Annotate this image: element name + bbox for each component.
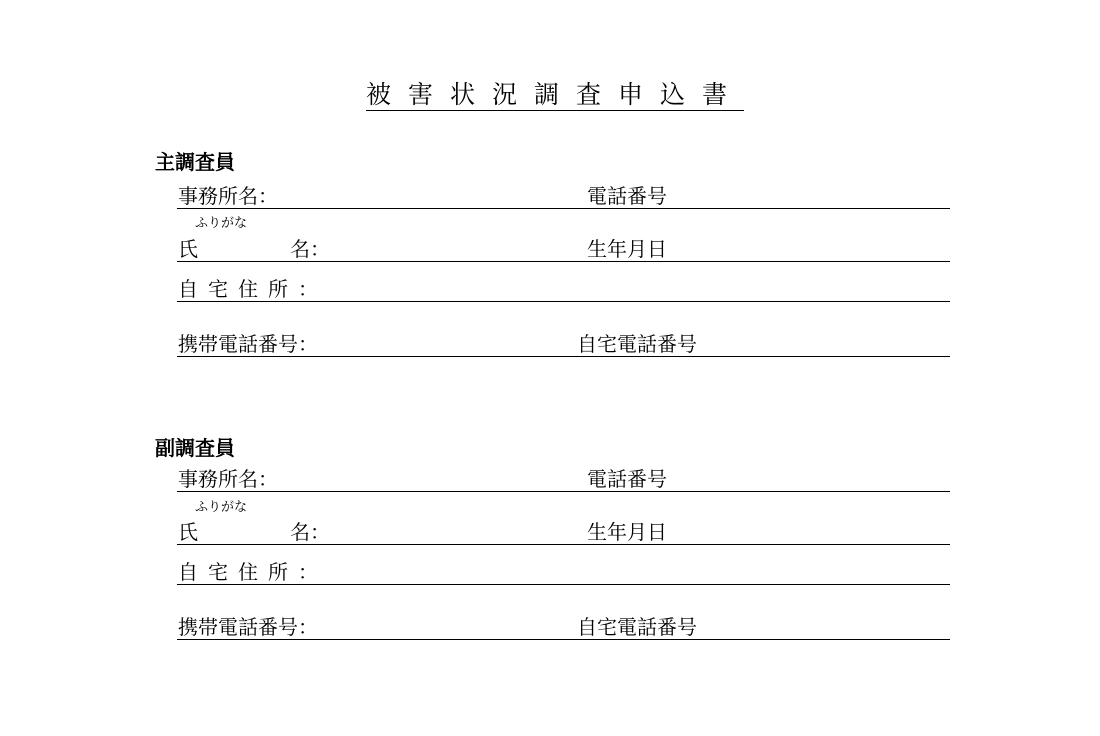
name-row[interactable] (177, 518, 950, 545)
name-label-second: 名： (290, 237, 330, 261)
address-label: 自宅住所： (178, 560, 328, 584)
address-row[interactable] (177, 275, 950, 302)
office-phone-label: 電話番号 (587, 467, 667, 491)
name-label-first: 氏 (178, 237, 198, 261)
birthdate-label: 生年月日 (587, 237, 667, 261)
name-row[interactable] (177, 235, 950, 262)
home-phone-label: 自宅電話番号 (577, 332, 697, 356)
furigana-label: ふりがな (195, 500, 248, 515)
document-title: 被害状況調査申込書 (366, 80, 745, 109)
name-label-second: 名： (290, 520, 330, 544)
furigana-label: ふりがな (195, 216, 248, 231)
mobile-row[interactable] (177, 613, 950, 640)
office-phone-label: 電話番号 (587, 184, 667, 208)
section-heading: 主調査員 (155, 150, 235, 174)
address-label: 自宅住所： (178, 277, 328, 301)
section-heading: 副調査員 (155, 436, 235, 460)
mobile-row[interactable] (177, 330, 950, 357)
office-label: 事務所名： (178, 467, 278, 491)
office-label: 事務所名： (178, 184, 278, 208)
mobile-label: 携帯電話番号： (178, 332, 318, 356)
mobile-label: 携帯電話番号： (178, 615, 318, 639)
address-row[interactable] (177, 558, 950, 585)
name-label (178, 521, 330, 543)
name-label-first: 氏 (178, 520, 198, 544)
birthdate-label: 生年月日 (587, 520, 667, 544)
office-row[interactable] (177, 465, 950, 492)
office-row[interactable] (177, 182, 950, 209)
name-label (178, 238, 330, 260)
home-phone-label: 自宅電話番号 (577, 615, 697, 639)
